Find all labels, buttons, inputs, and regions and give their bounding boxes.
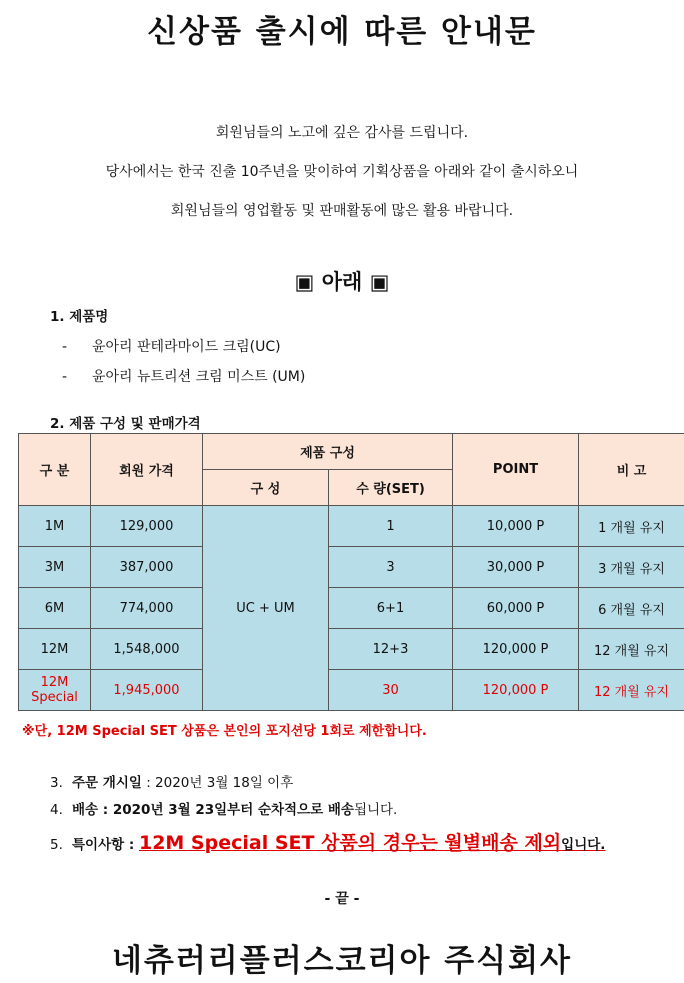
company-name: 네츄러리플러스코리아 주식회사 bbox=[111, 943, 573, 979]
cell-remark: 12 개월 유지 bbox=[579, 670, 684, 711]
table-row bbox=[19, 588, 684, 629]
cell-point: 10,000 P bbox=[453, 506, 579, 547]
info-text: 됩니다. bbox=[353, 802, 398, 818]
product-item bbox=[62, 336, 281, 356]
section-composition-heading: 2. 제품 구성 및 판매가격 bbox=[50, 416, 201, 432]
product-item-label: 윤아리 판테라마이드 크림(UC) bbox=[92, 339, 281, 355]
intro-line-3: 회원님들의 영업활동 및 판매활동에 많은 활용 바랍니다. bbox=[170, 203, 514, 219]
header-composition-sub: 구 성 bbox=[203, 470, 329, 506]
intro-line-2: 당사에서는 한국 진출 10주년을 맞이하여 기획상품을 아래와 같이 출시하오니 bbox=[105, 164, 579, 180]
header-member-price: 회원 가격 bbox=[91, 434, 203, 506]
header-composition: 제품 구성 bbox=[203, 434, 453, 470]
header-category: 구 분 bbox=[19, 434, 91, 506]
end-mark: - 끝 - bbox=[324, 891, 360, 907]
cell-remark: 3 개월 유지 bbox=[579, 547, 684, 588]
price-table bbox=[18, 433, 684, 711]
bullet-dash: - bbox=[62, 339, 68, 355]
info-number: 3. bbox=[50, 775, 63, 791]
cell-composition-merged: UC + UM bbox=[203, 506, 329, 711]
info-label: 배송 : 2020년 3월 23일부터 순차적으로 배송 bbox=[72, 802, 354, 818]
cell-point: 60,000 P bbox=[453, 588, 579, 629]
cell-category: 3M bbox=[19, 547, 91, 588]
info-text: : 2020년 3월 18일 이후 bbox=[141, 775, 294, 791]
cell-category: 1M bbox=[19, 506, 91, 547]
table-row bbox=[19, 629, 684, 670]
bullet-dash: - bbox=[62, 369, 68, 385]
cell-price: 1,548,000 bbox=[91, 629, 203, 670]
header-remarks: 비 고 bbox=[579, 434, 684, 506]
cell-remark: 1 개월 유지 bbox=[579, 506, 684, 547]
header-quantity: 수 량(SET) bbox=[329, 470, 453, 506]
cell-price: 129,000 bbox=[91, 506, 203, 547]
cell-remark: 6 개월 유지 bbox=[579, 588, 684, 629]
table-row bbox=[19, 547, 684, 588]
info-order-start bbox=[50, 771, 293, 791]
cell-price: 774,000 bbox=[91, 588, 203, 629]
cell-category: 12M bbox=[19, 629, 91, 670]
product-item-label: 윤아리 뉴트리션 크림 미스트 (UM) bbox=[92, 369, 306, 385]
cell-point: 120,000 P bbox=[453, 670, 579, 711]
info-highlight: 12M Special SET 상품의 경우는 월별배송 제외 bbox=[138, 832, 562, 854]
info-label: 주문 개시일 bbox=[72, 775, 142, 791]
cell-qty: 3 bbox=[329, 547, 453, 588]
info-delivery bbox=[50, 798, 397, 818]
cell-qty: 1 bbox=[329, 506, 453, 547]
info-number: 5. bbox=[50, 837, 63, 853]
product-item bbox=[62, 366, 305, 386]
info-number: 4. bbox=[50, 802, 63, 818]
cell-qty: 30 bbox=[329, 670, 453, 711]
section-product-name-heading: 1. 제품명 bbox=[50, 309, 109, 325]
notice-heading: ▣ 아래 ▣ bbox=[294, 270, 390, 294]
cell-price: 387,000 bbox=[91, 547, 203, 588]
cell-price: 1,945,000 bbox=[91, 670, 203, 711]
cell-category: 6M bbox=[19, 588, 91, 629]
table-header-row bbox=[19, 434, 684, 470]
cell-category: 12M Special bbox=[19, 670, 91, 711]
cell-qty: 12+3 bbox=[329, 629, 453, 670]
info-label: 특이사항 : bbox=[72, 837, 139, 853]
special-set-note: ※단, 12M Special SET 상품은 본인의 포지션당 1회로 제한합니다. bbox=[22, 724, 427, 739]
header-point: POINT bbox=[453, 434, 579, 506]
info-text: 입니다. bbox=[561, 837, 606, 853]
cell-remark: 12 개월 유지 bbox=[579, 629, 684, 670]
cell-point: 120,000 P bbox=[453, 629, 579, 670]
document-title: 신상품 출시에 따른 안내문 bbox=[147, 14, 537, 50]
table-row-special bbox=[19, 670, 684, 711]
info-special-notes bbox=[50, 828, 605, 855]
intro-line-1: 회원님들의 노고에 깊은 감사를 드립니다. bbox=[215, 125, 469, 141]
table-row bbox=[19, 506, 684, 547]
cell-point: 30,000 P bbox=[453, 547, 579, 588]
cell-qty: 6+1 bbox=[329, 588, 453, 629]
